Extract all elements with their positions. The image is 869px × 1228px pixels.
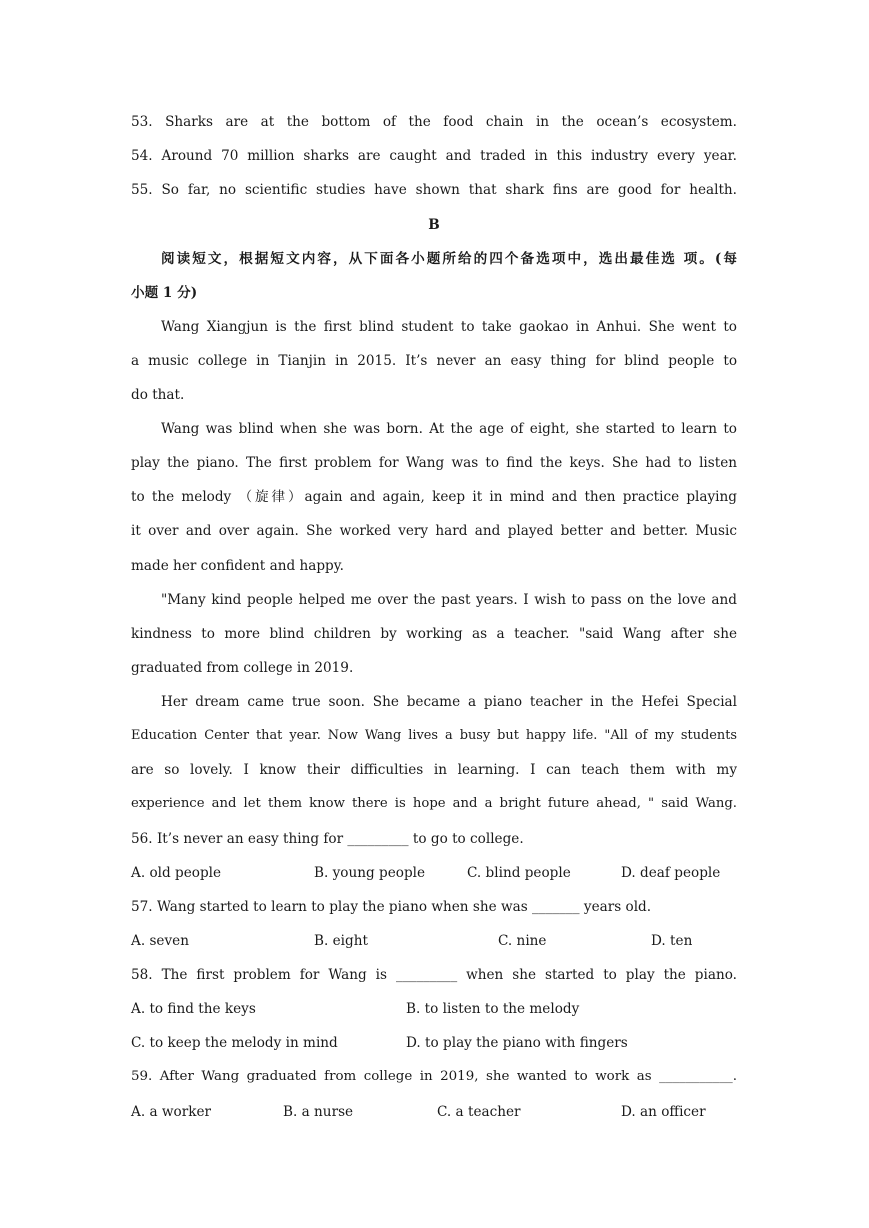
passage-line: are so lovely. I know their difficulties in learning. I can teach them with my — [131, 762, 737, 778]
passage-line: Education Center that year. Now Wang lives a busy but happy life. "All of my students — [131, 728, 737, 743]
passage-line: do that. — [131, 387, 185, 403]
statement-53: 53. Sharks are at the bottom of the food chain in the ocean’s ecosystem. — [131, 114, 737, 130]
passage-line: it over and over again. She worked very hard and played better and better. Music — [131, 523, 737, 539]
question-57-option-d[interactable]: D. ten — [651, 933, 693, 949]
section-heading: B — [428, 217, 440, 233]
question-56-option-c[interactable]: C. blind people — [467, 865, 571, 881]
question-58-option-a[interactable]: A. to find the keys — [131, 1001, 256, 1017]
passage-line: "Many kind people helped me over the past years. I wish to pass on the love and — [161, 592, 737, 608]
passage-line: play the piano. The first problem for Wang was to find the keys. She had to listen — [131, 455, 737, 471]
passage-line: kindness to more blind children by working as a teacher. "said Wang after she — [131, 626, 737, 642]
passage-line: Wang was blind when she was born. At the age of eight, she started to learn to — [161, 421, 737, 437]
question-57-option-a[interactable]: A. seven — [131, 933, 189, 949]
passage-line: a music college in Tianjin in 2015. It’s never an easy thing for blind people to — [131, 353, 737, 369]
question-59-option-a[interactable]: A. a worker — [131, 1104, 211, 1120]
instruction-line-1: 阅读短文，根据短文内容，从下面各小题所给的四个备选项中，选出最佳选 项。(每 — [161, 251, 737, 267]
question-56-option-b[interactable]: B. young people — [314, 865, 426, 881]
question-59-option-c[interactable]: C. a teacher — [437, 1104, 521, 1120]
question-57-option-c[interactable]: C. nine — [498, 933, 547, 949]
passage-line: graduated from college in 2019. — [131, 660, 354, 676]
question-59-option-d[interactable]: D. an officer — [621, 1104, 706, 1120]
passage-line: made her confident and happy. — [131, 558, 344, 574]
instruction-line-2: 小题 1 分) — [131, 285, 198, 301]
question-58-stem: 58. The first problem for Wang is _________ when she started to play the piano. — [131, 967, 737, 983]
question-56-stem: 56. It’s never an easy thing for _________ to go to college. — [131, 831, 524, 847]
question-58-option-c[interactable]: C. to keep the melody in mind — [131, 1035, 338, 1051]
statement-54: 54. Around 70 million sharks are caught and traded in this industry every year. — [131, 148, 737, 164]
question-59-option-b[interactable]: B. a nurse — [283, 1104, 354, 1120]
passage-line: to the melody （旋律）again and again, keep it in mind and then practice playing — [131, 489, 737, 505]
question-59-stem: 59. After Wang graduated from college in 2019, she wanted to work as ___________. — [131, 1069, 737, 1084]
passage-line: experience and let them know there is hope and a bright future ahead, " said Wang. — [131, 796, 737, 811]
passage-line: Her dream came true soon. She became a piano teacher in the Hefei Special — [161, 694, 737, 710]
question-57-option-b[interactable]: B. eight — [314, 933, 368, 949]
question-58-option-d[interactable]: D. to play the piano with fingers — [406, 1035, 628, 1051]
question-57-stem: 57. Wang started to learn to play the piano when she was _______ years old. — [131, 899, 652, 915]
question-56-option-d[interactable]: D. deaf people — [621, 865, 721, 881]
question-58-option-b[interactable]: B. to listen to the melody — [406, 1001, 580, 1017]
question-56-option-a[interactable]: A. old people — [131, 865, 222, 881]
passage-line: Wang Xiangjun is the first blind student to take gaokao in Anhui. She went to — [161, 319, 737, 335]
statement-55: 55. So far, no scientific studies have shown that shark fins are good for health. — [131, 182, 737, 198]
